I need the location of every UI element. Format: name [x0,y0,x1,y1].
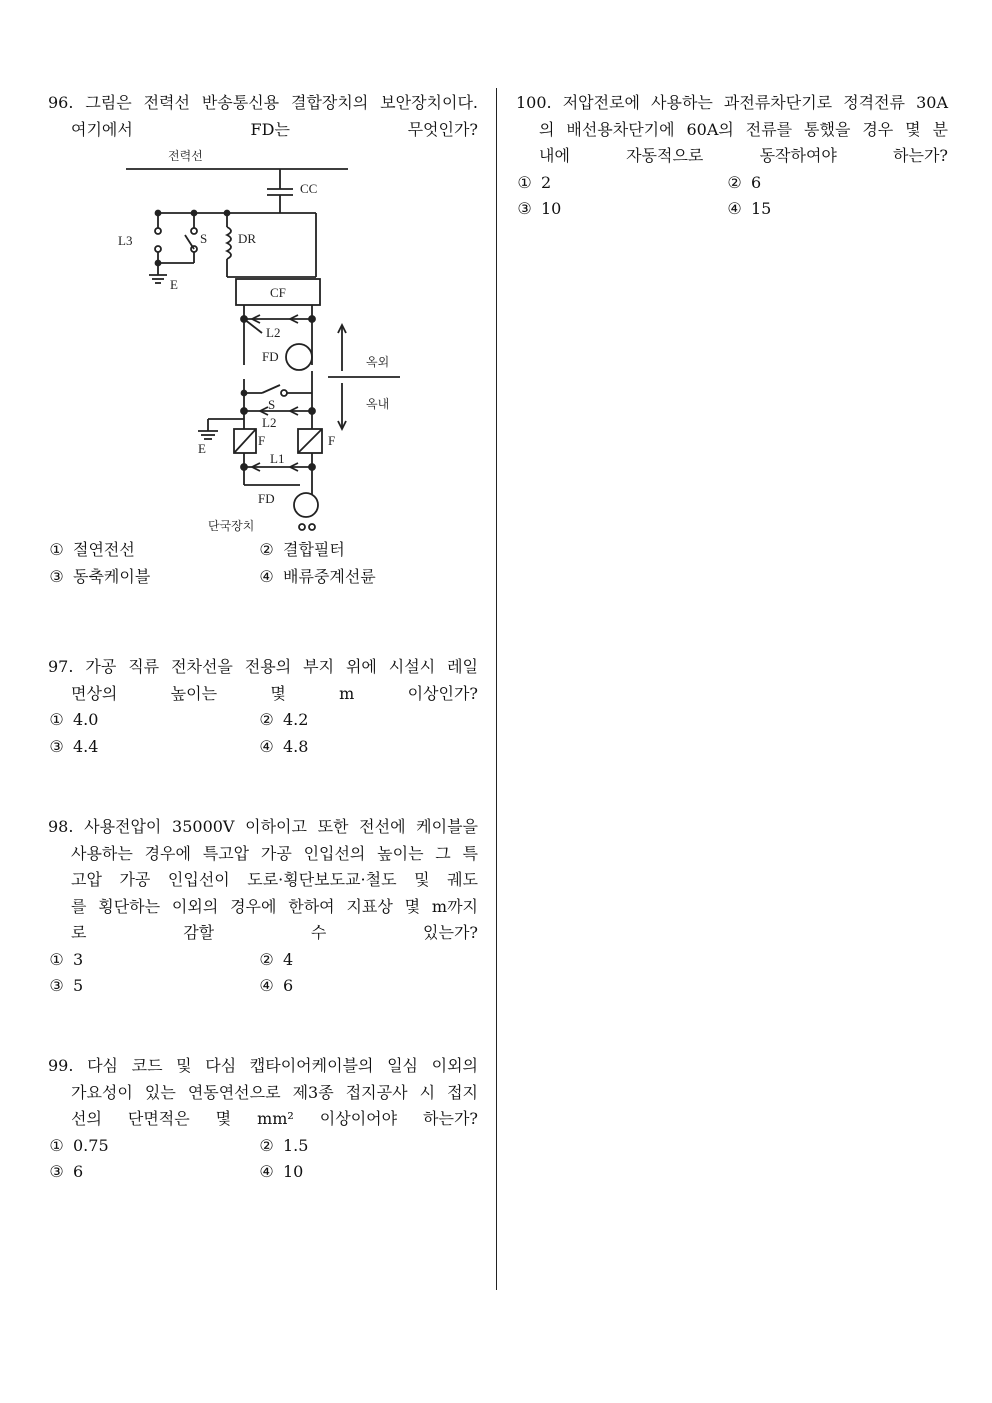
label-indoor: 옥내 [366,397,390,411]
option[interactable]: ④ 4.8 [259,736,309,756]
stem-line: 내에 자동적으로 동작하여야 하는가? [539,146,948,165]
option[interactable]: ② 1.5 [259,1135,309,1155]
option[interactable]: ② 결합필터 [259,540,345,559]
question-96 [48,90,478,590]
stem-line: 가요성이 있는 연동연선으로 제3종 접지공사 시 접지 [71,1082,478,1102]
label-e-top: E [170,277,178,292]
question-99 [48,1053,478,1186]
stem-line: 사용하는 경우에 특고압 가공 인입선의 높이는 그 특 [71,843,478,863]
stem-line: 다심 코드 및 다심 캡타이어케이블의 일심 이외의 [87,1056,478,1075]
option[interactable]: ③ 10 [517,199,562,218]
label-f-left: F [258,433,266,448]
terminal [299,524,305,530]
question-98 [48,814,478,1000]
label-l1: L1 [270,451,285,466]
option[interactable]: ④ 15 [727,199,772,218]
question-96-stem [48,90,478,143]
question-96-options [48,537,478,590]
stem-line: 로 감할 수 있는가? [71,923,478,942]
option[interactable]: ② 4.2 [259,710,309,729]
option[interactable]: ③ 6 [49,1162,84,1181]
question-97-stem [48,654,478,707]
question-98-options [48,947,478,1000]
label-outdoor: 옥외 [366,355,390,369]
stem-line: 선의 단면적은 몇 mm² 이상이어야 하는가? [71,1109,478,1128]
stem-line: 면상의 높이는 몇 m 이상인가? [71,683,478,703]
stem-line: 그림은 전력선 반송통신용 결합장치의 보안장치이다. [85,93,478,112]
label-dr: DR [238,231,257,246]
drain-coil [227,227,231,259]
question-number: 99. [48,1056,74,1075]
label-terminal-device: 단국장치 [208,519,255,533]
option[interactable]: ④ 6 [259,976,294,995]
terminal [191,228,197,234]
question-number: 97. [48,657,74,676]
terminal [155,228,161,234]
question-99-stem [48,1053,478,1133]
question-97-options [48,707,478,760]
option[interactable]: ③ 5 [49,976,84,995]
fd-bottom-coil [294,493,318,517]
coupling-device-diagram [112,145,412,537]
question-98-stem [48,814,478,947]
stem-line: 사용전압이 35000V 이하이고 또한 전선에 케이블을 [84,817,479,836]
column-divider [496,88,497,1290]
label-fd-bottom: FD [258,491,275,506]
stem-line: 를 횡단하는 이외의 경우에 한하여 지표상 몇 m까지 [71,896,478,916]
label-l3: L3 [118,233,133,248]
question-number: 100. [516,93,552,112]
terminal [309,524,315,530]
stem-line: 의 배선용차단기에 60A의 전류를 통했을 경우 몇 분 [539,119,948,139]
junction [241,464,247,470]
option[interactable]: ② 4 [259,949,294,969]
question-99-options [48,1133,478,1186]
label-l2-top: L2 [266,325,281,340]
question-100-stem [516,90,948,170]
terminal [281,390,287,396]
label-e-bottom: E [198,441,206,456]
label-cc: CC [300,181,318,196]
question-100-options [516,170,948,223]
label-f-right: F [328,433,336,448]
option[interactable]: ④ 배류중계선륜 [259,566,376,586]
switch-blade [262,385,280,393]
question-97 [48,654,478,760]
terminal [155,246,161,252]
option[interactable]: ③ 동축케이블 [49,566,151,586]
stem-line: 저압전로에 사용하는 과전류차단기로 정격전류 30A [562,93,948,112]
label-l2-mid: L2 [262,415,277,430]
option[interactable]: ③ 4.4 [49,736,99,756]
option[interactable]: ④ 10 [259,1162,304,1181]
wire [244,319,262,333]
label-s-mid: S [268,397,276,412]
option[interactable]: ① 0.75 [49,1135,109,1155]
label-fd-top: FD [262,349,279,364]
label-s-top: S [200,231,208,246]
stem-line: 여기에서 FD는 무엇인가? [71,119,478,139]
question-100 [516,90,948,223]
option[interactable]: ① 2 [517,172,552,192]
label-cf: CF [270,285,286,300]
fd-top-coil [286,344,312,370]
circuit-svg [112,145,412,537]
junction [309,464,315,470]
option[interactable]: ① 4.0 [49,710,99,729]
stem-line: 가공 직류 전차선을 전용의 부지 위에 시설시 레일 [85,657,478,676]
question-number: 98. [48,817,74,836]
question-number: 96. [48,93,74,112]
junction [309,408,315,414]
junction [309,316,315,322]
junction [241,408,247,414]
option[interactable]: ① 3 [49,949,84,969]
stem-line: 고압 가공 인입선이 도로·횡단보도교·철도 및 궤도 [71,870,478,889]
option[interactable]: ① 절연전선 [49,540,135,559]
label-power-line: 전력선 [168,149,203,163]
option[interactable]: ② 6 [727,172,762,192]
